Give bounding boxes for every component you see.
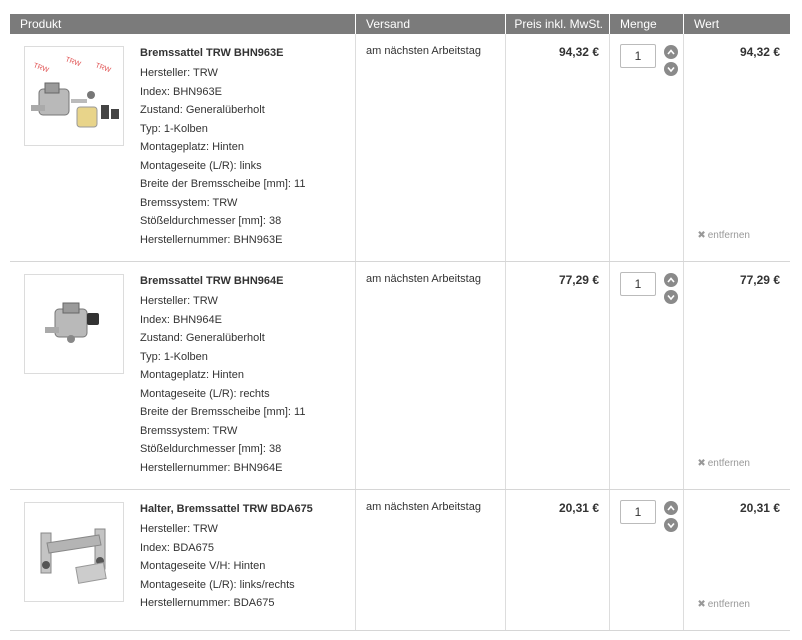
product-attr: Bremssystem: TRW [140,196,238,209]
shipping-cell: am nächsten Arbeitstag [356,262,506,489]
header-versand: Versand [356,14,506,34]
remove-link[interactable] [697,458,750,469]
row-total: 20,31 € [739,501,780,515]
close-icon: ✖ [697,230,706,241]
product-attr: Hersteller: TRW [140,523,218,535]
close-icon: ✖ [697,599,706,610]
chevron-down-icon[interactable] [664,518,678,532]
caliper-bracket-icon[interactable] [24,502,124,602]
total-cell [684,490,790,630]
product-attr: Index: BHN964E [140,313,222,326]
brake-caliper-set-icon[interactable] [24,46,124,146]
quantity-cell [610,490,684,630]
total-cell [684,34,790,261]
product-attr: Hersteller: TRW [140,67,218,79]
chevron-down-icon[interactable] [664,290,678,304]
product-attr: Montageplatz: Hinten [140,141,244,153]
price-cell: 77,29 € [506,262,610,489]
quantity-stepper [664,273,678,307]
header-preis: Preis inkl. MwSt. [506,14,610,34]
quantity-stepper [664,45,678,79]
remove-link[interactable] [697,599,750,610]
product-cell [10,34,356,261]
cart-row-3 [10,490,790,631]
brake-caliper-icon[interactable] [24,274,124,374]
product-attr: Stößeldurchmesser [mm]: 38 [140,215,282,227]
svg-text:TRW: TRW [94,62,112,75]
product-attr: Zustand: Generalüberholt [140,332,265,344]
chevron-down-icon[interactable] [664,62,678,76]
remove-link[interactable] [697,230,750,241]
shipping-cell: am nächsten Arbeitstag [356,490,506,630]
svg-text:TRW: TRW [32,62,50,75]
header-produkt: Produkt [10,14,356,34]
product-attr: Hersteller: TRW [140,295,218,307]
chevron-up-icon[interactable] [664,273,678,287]
product-details [140,502,313,630]
product-attr: Breite der Bremsscheibe [mm]: 11 [140,178,306,190]
product-details [140,274,305,489]
product-cell [10,490,356,630]
remove-label: entfernen [707,230,750,241]
row-total: 77,29 € [739,273,780,287]
product-name[interactable]: Halter, Bremssattel TRW BDA675 [140,503,313,515]
header-wert: Wert [694,17,720,31]
product-attr: Herstellernummer: BHN964E [140,461,283,474]
quantity-input[interactable] [620,44,656,68]
quantity-input[interactable] [620,500,656,524]
product-attr: Index: BHN963E [140,85,222,98]
svg-text:TRW: TRW [64,56,82,69]
product-cell [10,262,356,489]
product-attr: Herstellernummer: BDA675 [140,597,275,609]
row-total: 94,32 € [739,45,780,59]
product-attr: Montageplatz: Hinten [140,369,244,381]
product-name[interactable]: Bremssattel TRW BHN963E [140,47,284,59]
product-attr: Stößeldurchmesser [mm]: 38 [140,443,282,455]
product-attr: Bremssystem: TRW [140,424,238,437]
price-cell: 94,32 € [506,34,610,261]
product-attr: Herstellernummer: BHN963E [140,233,283,246]
product-attr: Typ: 1-Kolben [140,122,208,135]
cart-table [10,14,790,631]
cart-row-1 [10,34,790,262]
quantity-input[interactable] [620,272,656,296]
header-menge: Menge [610,14,684,34]
product-attr: Montageseite (L/R): links [140,159,262,172]
product-attr: Montageseite (L/R): links/rechts [140,578,295,591]
product-name[interactable]: Bremssattel TRW BHN964E [140,275,284,287]
quantity-stepper [664,501,678,535]
quantity-cell [610,262,684,489]
product-attr: Montageseite (L/R): rechts [140,387,270,400]
chevron-up-icon[interactable] [664,45,678,59]
price-cell: 20,31 € [506,490,610,630]
cart-row-2 [10,262,790,490]
product-details [140,46,305,261]
product-attr: Montageseite V/H: Hinten [140,560,266,572]
remove-label: entfernen [707,599,750,610]
close-icon: ✖ [697,458,706,469]
quantity-cell [610,34,684,261]
chevron-up-icon[interactable] [664,501,678,515]
shipping-cell: am nächsten Arbeitstag [356,34,506,261]
cart-header [10,14,790,34]
product-attr: Zustand: Generalüberholt [140,104,265,116]
product-attr: Breite der Bremsscheibe [mm]: 11 [140,406,306,418]
total-cell [684,262,790,489]
product-attr: Index: BDA675 [140,541,214,554]
product-attr: Typ: 1-Kolben [140,350,208,363]
remove-label: entfernen [707,458,750,469]
